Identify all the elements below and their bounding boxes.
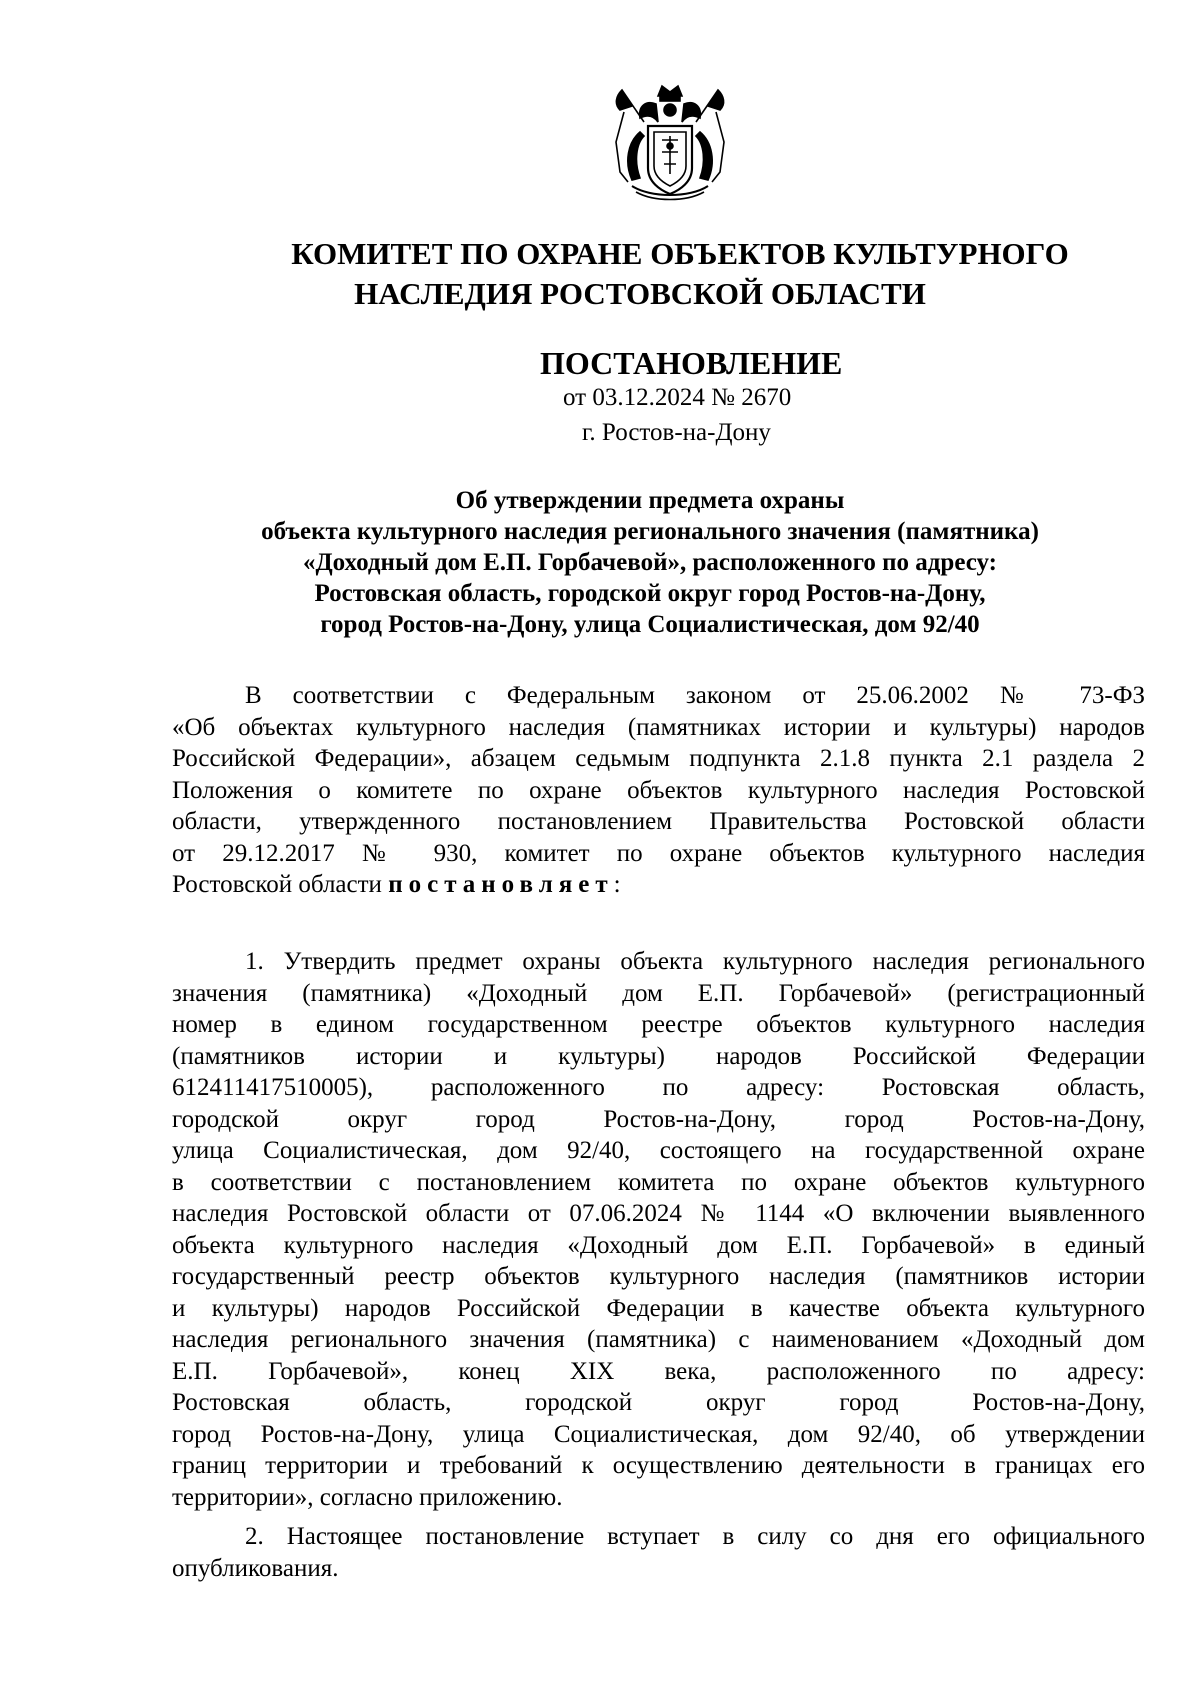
item-1-line: Ростовская область, городской округ город Ростов-на-Дону, [172, 1389, 1145, 1416]
coat-of-arms-emblem [610, 82, 730, 204]
document-title-line: объекта культурного наследия регионального значения (памятника) [261, 518, 1039, 545]
preamble-line: В соответствии с Федеральным законом от 25.06.2002 № 73-ФЗ [245, 682, 1145, 709]
item-1-paragraph [172, 946, 1145, 1513]
organization-name-line2: НАСЛЕДИЯ РОСТОВСКОЙ ОБЛАСТИ [354, 276, 926, 311]
item-1-line: объекта культурного наследия «Доходный дом Е.П. Горбачевой» в единый [172, 1231, 1145, 1259]
item-1-line: территории», согласно приложению. [172, 1483, 563, 1511]
preamble-line: области, утвержденного постановлением Правительства Ростовской области [172, 808, 1145, 835]
resolves-verb: постановляет [388, 871, 614, 898]
item-1-line: (памятников истории и культуры) народов Российской Федерации [172, 1042, 1145, 1070]
document-city: г. Ростов-на-Дону [582, 419, 771, 446]
item-2-line: опубликования. [172, 1554, 339, 1582]
document-title-line: Ростовская область, городской округ город Ростов-на-Дону, [314, 580, 986, 607]
preamble-line-suffix: : [613, 871, 621, 898]
preamble-paragraph [172, 680, 1145, 901]
preamble-line: Российской Федерации», абзацем седьмым подпункта 2.1.8 пункта 2.1 раздела 2 [172, 745, 1145, 772]
preamble-line: «Об объектах культурного наследия (памятниках истории и культуры) народов [172, 713, 1145, 741]
item-1-line: городской округ город Ростов-на-Дону, город Ростов-на-Дону, [172, 1105, 1145, 1133]
item-2-paragraph [172, 1521, 1145, 1584]
item-2-line: 2. Настоящее постановление вступает в силу со дня его официального [245, 1523, 1145, 1550]
preamble-line: Положения о комитете по охране объектов культурного наследия Ростовской [172, 776, 1145, 804]
item-1-line: Е.П. Горбачевой», конец XIX века, расположенного по адресу: [172, 1357, 1145, 1385]
item-1-line: город Ростов-на-Дону, улица Социалистическая, дом 92/40, об утверждении [172, 1420, 1145, 1448]
document-type-heading: ПОСТАНОВЛЕНИЕ [540, 345, 843, 381]
document-title-line: Об утверждении предмета охраны [455, 487, 845, 514]
preamble-line: от 29.12.2017 № 930, комитет по охране объектов культурного наследия [172, 839, 1145, 867]
preamble-last-line [172, 869, 1145, 901]
organization-name-line1: КОМИТЕТ ПО ОХРАНЕ ОБЪЕКТОВ КУЛЬТУРНОГО [291, 236, 1069, 271]
document-title-line: город Ростов-на-Дону, улица Социалистическая, дом 92/40 [320, 611, 980, 638]
item-1-line: границ территории и требований к осуществлению деятельности в границах его [172, 1452, 1145, 1479]
document-date-number: от 03.12.2024 № 2670 [563, 384, 792, 411]
item-1-line: 1. Утвердить предмет охраны объекта культурного наследия регионального [245, 948, 1145, 975]
item-1-line: улица Социалистическая, дом 92/40, состоящего на государственной охране [172, 1137, 1145, 1164]
item-1-line: номер в едином государственном реестре объектов культурного наследия [172, 1011, 1145, 1038]
document-title-line: «Доходный дом Е.П. Горбачевой», расположенного по адресу: [302, 549, 998, 576]
item-1-line: и культуры) народов Российской Федерации в качестве объекта культурного [172, 1294, 1145, 1322]
item-1-line: государственный реестр объектов культурного наследия (памятников истории [172, 1263, 1145, 1290]
item-1-line: в соответствии с постановлением комитета по охране объектов культурного [172, 1168, 1145, 1196]
item-1-line: 612411417510005), расположенного по адресу: Ростовская область, [172, 1074, 1145, 1101]
preamble-line-prefix: Ростовской области [172, 871, 389, 898]
item-1-line: наследия Ростовской области от 07.06.2024 № 1144 «О включении выявленного [172, 1200, 1145, 1227]
item-1-line: наследия регионального значения (памятника) с наименованием «Доходный дом [172, 1326, 1145, 1353]
item-1-line: значения (памятника) «Доходный дом Е.П. Горбачевой» (регистрационный [172, 979, 1145, 1007]
